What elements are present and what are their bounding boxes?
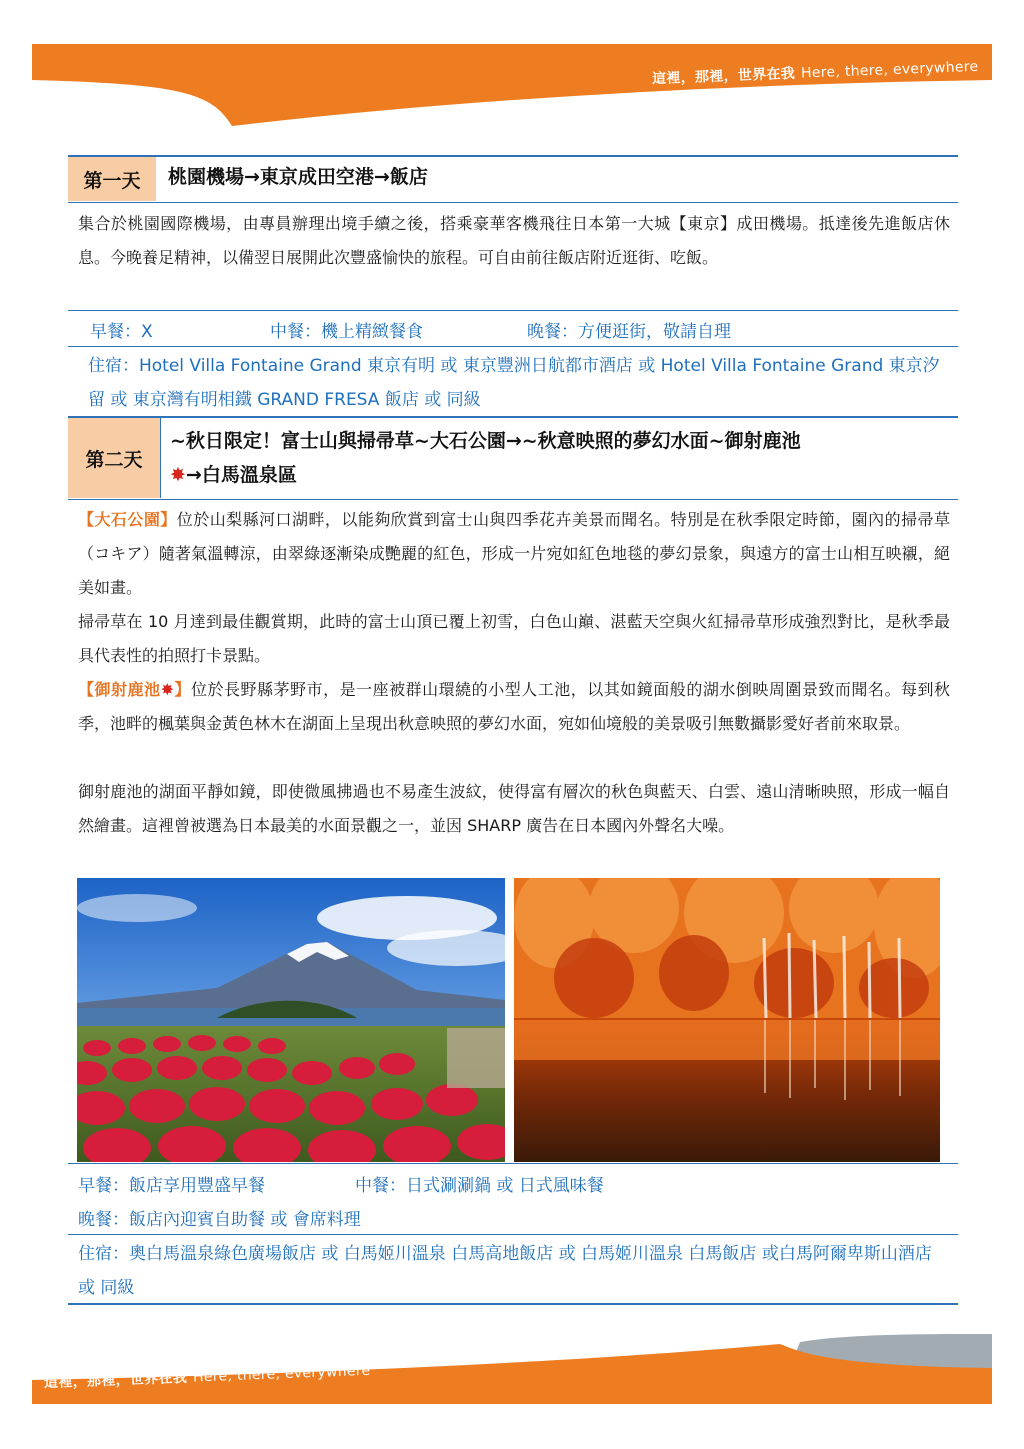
day1-lunch: 中餐：機上精緻餐食: [270, 322, 423, 342]
footer-slogan-en: Here, there, everywhere: [192, 1362, 371, 1386]
day2-lodging-rule: [68, 1234, 958, 1235]
day2-bottom-rule: [68, 1303, 958, 1305]
day1-label-text: 第一天: [83, 169, 141, 192]
mishaka-tag-close: 】: [173, 680, 191, 699]
day2-dinner: 晚餐：飯店內迎賓自助餐 或 會席料理: [78, 1210, 361, 1230]
day2-title-line1: ~秋日限定！富士山與掃帚草~大石公園→~秋意映照的夢幻水面~御射鹿池: [170, 430, 801, 452]
day1-body: 集合於桃園國際機場，由專員辦理出境手續之後，搭乘豪華客機飛往日本第一大城【東京】成田機場。抵達後先進飯店休息。今晚養足精神，以備翌日展開此次豐盛愉快的旅程。可自由前往飯店附近逛街、吃飯。: [78, 214, 950, 267]
maple-leaf-icon: ✸: [170, 464, 186, 486]
day1-breakfast: 早餐：X: [90, 322, 153, 342]
day1-dinner: 晚餐：方便逛街，敬請自理: [527, 322, 731, 342]
day2-title-line2: →白馬溫泉區: [185, 464, 297, 486]
header-slogan-en: Here, there, everywhere: [800, 58, 979, 82]
day1-title: 桃園機場→東京成田空港→飯店: [168, 166, 428, 188]
day2-para-oishi: [78, 503, 950, 605]
day2-label: [68, 418, 160, 498]
day2-para-mishaka: [78, 673, 950, 741]
day2-title: [170, 424, 960, 492]
day2-label-divider: [160, 418, 161, 498]
day2-top-rule: [68, 416, 958, 418]
day2-meal-rule: [68, 1163, 958, 1164]
header-banner: [0, 40, 1024, 130]
day1-meal-rule: [68, 310, 958, 311]
day2-para-mirror: 御射鹿池的湖面平靜如鏡，即使微風拂過也不易產生波紋，使得富有層次的秋色與藍天、白雲、遠山清晰映照，形成一幅自然繪畫。這裡曾被選為日本最美的水面景觀之一，並因 SHARP 廣告在日本國內外聲名大噪。: [78, 782, 950, 835]
day1-lodging: 住宿：Hotel Villa Fontaine Grand 東京有明 或 東京豐洲日航都市酒店 或 Hotel Villa Fontaine Grand 東京汐留 或 東京灣有明相鐵 GRAND FRESA 飯店 或 同級: [88, 356, 940, 410]
mount-fuji-kokia-photo: [77, 878, 505, 1162]
oishi-park-text: 位於山梨縣河口湖畔，以能夠欣賞到富士山與四季花卉美景而聞名。特別是在秋季限定時節，園內的掃帚草（コキア）隨著氣溫轉涼，由翠綠逐漸染成艷麗的紅色，形成一片宛如紅色地毯的夢幻景象，與遠方的富士山相互映襯，絕美如畫。: [78, 510, 950, 597]
mishaka-text: 位於長野縣茅野市，是一座被群山環繞的小型人工池，以其如鏡面般的湖水倒映周圍景致而聞名。每到秋季，池畔的楓葉與金黃色林木在湖面上呈現出秋意映照的夢幻水面，宛如仙境般的美景吸引無數攝影愛好者前來取景。: [78, 680, 950, 733]
day2-breakfast: 早餐：飯店享用豐盛早餐: [78, 1176, 265, 1196]
maple-leaf-icon: ✸: [160, 680, 174, 699]
footer-slogan-zh: 這裡，那裡，世界在我: [43, 1369, 188, 1392]
mishaka-pond-photo: [514, 878, 940, 1162]
day2-title-rule: [68, 499, 958, 500]
header-slogan-zh: 這裡，那裡，世界在我: [651, 65, 796, 88]
day1-top-rule: [68, 155, 958, 157]
day2-label-text: 第二天: [85, 448, 143, 471]
mishaka-tag-open: 【御射鹿池: [78, 680, 161, 699]
day2-para-kokia: 掃帚草在 10 月達到最佳觀賞期，此時的富士山頂已覆上初雪，白色山巔、湛藍天空與火紅掃帚草形成強烈對比，是秋季最具代表性的拍照打卡景點。: [78, 612, 950, 665]
day2-lodging: 住宿：奧白馬溫泉綠色廣場飯店 或 白馬姬川溫泉 白馬高地飯店 或 白馬姬川溫泉 白馬飯店 或白馬阿爾卑斯山酒店 或 同級: [78, 1244, 932, 1298]
day2-title-line2-wrap: [170, 458, 960, 492]
oishi-park-tag: 【大石公園】: [78, 510, 177, 529]
day1-lodging-rule: [68, 346, 958, 347]
day2-lunch: 中餐：日式涮涮鍋 或 日式風味餐: [355, 1176, 604, 1196]
day1-title-rule: [68, 202, 958, 203]
day1-label: [68, 157, 156, 201]
